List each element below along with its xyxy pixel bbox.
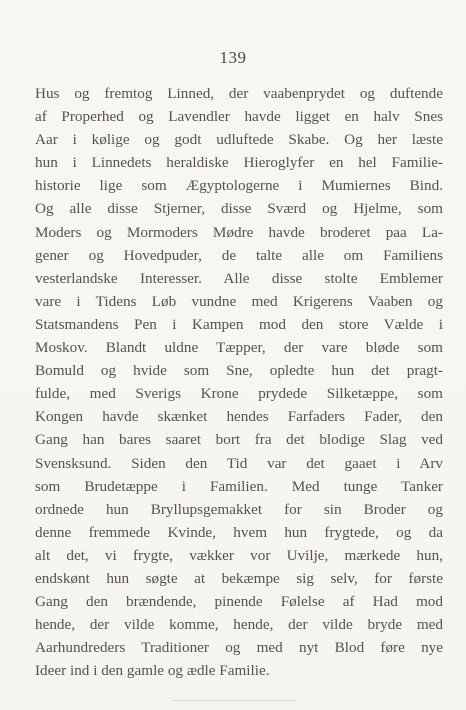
text-line: Moskov. Blandt uldne Tæpper, der vare bløde som <box>35 339 443 357</box>
text-line: Statsmandens Pen i Kampen mod den store Vælde i <box>35 315 443 333</box>
text-line: historie lige som Ægyptologerne i Mumiernes Bind. <box>35 177 443 195</box>
text-line: Kongen havde skænket hendes Farfaders Fader, den <box>35 408 443 426</box>
text-line: hun i Linnedets heraldiske Hieroglyfer en hel Familie- <box>35 154 443 172</box>
text-line: Gang den brændende, pinende Følelse af Had mod <box>35 593 443 611</box>
text-line: Svensksund. Siden den Tid var det gaaet i Arv <box>35 454 443 472</box>
text-line: vesterlandske Interesser. Alle disse stolte Emblemer <box>35 269 443 287</box>
text-line: Aar i kølige og godt udluftede Skabe. Og her læste <box>35 131 443 149</box>
text-line: Moders og Mormoders Mødre havde broderet paa La- <box>35 223 443 241</box>
text-line: ordnede hun Bryllupsgemakket for sin Broder og <box>35 500 443 518</box>
text-line: denne fremmede Kvinde, hvem hun frygtede, og da <box>35 523 443 541</box>
text-line: som Brudetæppe i Familien. Med tunge Tanker <box>35 477 443 495</box>
text-line: alt det, vi frygte, vækker vor Uvilje, mærkede hun, <box>35 546 443 564</box>
text-line: Bomuld og hvide som Sne, opledte hun det pragt- <box>35 362 443 380</box>
text-line: endskønt hun søgte at bekæmpe sig selv, for første <box>35 569 443 587</box>
text-line: af Properhed og Lavendler havde ligget en halv Snes <box>35 108 443 126</box>
text-line: vare i Tidens Løb vundne med Krigerens Vaaben og <box>35 292 443 310</box>
text-line: Aarhundreders Traditioner og med nyt Blod føre nye <box>35 639 443 657</box>
text-line: Gang han bares saaret bort fra det blodige Slag ved <box>35 431 443 449</box>
text-line-last: Ideer ind i den gamle og ædle Familie. <box>35 662 270 680</box>
page-bottom-rule <box>172 700 296 701</box>
text-line: Hus og fremtog Linned, der vaabenprydet og duftende <box>35 85 443 102</box>
page-number: 139 <box>219 48 247 67</box>
text-line: Og alle disse Stjerner, disse Sværd og Hjelme, som <box>35 200 443 218</box>
text-line: gener og Hovedpuder, de talte alle om Familiens <box>35 246 443 264</box>
text-line: hende, der vilde komme, hende, der vilde bryde med <box>35 616 443 634</box>
text-line: fulde, med Sverigs Krone prydede Silketæppe, som <box>35 385 443 403</box>
body-text <box>35 82 443 682</box>
